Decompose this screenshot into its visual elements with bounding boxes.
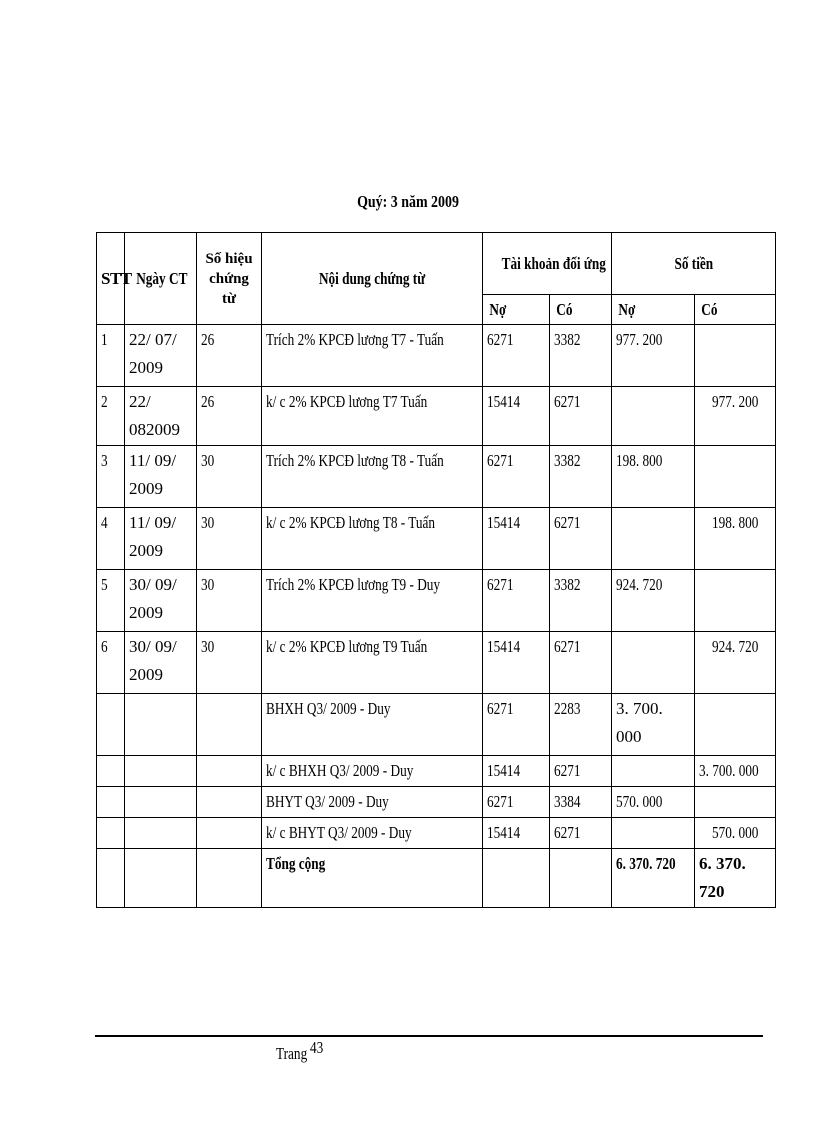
- cell-ngay: 11/ 09/ 2009: [125, 446, 197, 508]
- total-tien-no: 6. 370. 720: [612, 849, 695, 908]
- cell-tk-no: 15414: [483, 632, 550, 694]
- table-row: [97, 387, 776, 446]
- cell-so: 30: [197, 508, 262, 570]
- cell-tien-co: 570. 000: [695, 818, 776, 849]
- cell-tien-no: [612, 387, 695, 446]
- cell-tien-no: [612, 508, 695, 570]
- total-row: [97, 849, 776, 908]
- cell-tk-co: 3384: [550, 787, 612, 818]
- cell-tien-co: 3. 700. 000: [695, 756, 776, 787]
- cell-ngay: [125, 787, 197, 818]
- page-label: Trang: [276, 1044, 308, 1063]
- cell-stt: [97, 756, 125, 787]
- cell-ngay: [125, 694, 197, 756]
- cell-tk-co: 3382: [550, 446, 612, 508]
- cell-stt: 4: [97, 508, 125, 570]
- cell-tk-co: 3382: [550, 570, 612, 632]
- cell-tk-no: 6271: [483, 446, 550, 508]
- total-empty-cell: [550, 849, 612, 908]
- cell-noidung: Trích 2% KPCĐ lương T9 - Duy: [262, 570, 483, 632]
- cell-tk-no: 6271: [483, 325, 550, 387]
- cell-ngay: 22/ 082009: [125, 387, 197, 446]
- table-row: [97, 756, 776, 787]
- cell-tien-co: 924. 720: [695, 632, 776, 694]
- cell-tk-co: 6271: [550, 387, 612, 446]
- cell-so: 26: [197, 387, 262, 446]
- cell-noidung: k/ c BHYT Q3/ 2009 - Duy: [262, 818, 483, 849]
- cell-tk-no: 15414: [483, 818, 550, 849]
- table-row: [97, 508, 776, 570]
- ledger-table: [96, 232, 776, 908]
- cell-noidung: k/ c 2% KPCĐ lương T7 Tuấn: [262, 387, 483, 446]
- total-empty-cell: [197, 849, 262, 908]
- cell-stt: 1: [97, 325, 125, 387]
- cell-tien-co: 198. 800: [695, 508, 776, 570]
- cell-tk-co: 6271: [550, 756, 612, 787]
- footer-rule: [95, 1035, 763, 1037]
- header-tien-no: Nợ: [612, 295, 695, 325]
- cell-noidung: Trích 2% KPCĐ lương T8 - Tuấn: [262, 446, 483, 508]
- cell-tien-co: 977. 200: [695, 387, 776, 446]
- cell-tien-no: 3. 700. 000: [612, 694, 695, 756]
- cell-tk-no: 15414: [483, 387, 550, 446]
- cell-noidung: k/ c BHXH Q3/ 2009 - Duy: [262, 756, 483, 787]
- cell-tien-co: [695, 694, 776, 756]
- total-empty-cell: [125, 849, 197, 908]
- cell-ngay: 30/ 09/ 2009: [125, 632, 197, 694]
- cell-so: 30: [197, 570, 262, 632]
- total-empty-cell: [97, 849, 125, 908]
- cell-tk-no: 6271: [483, 787, 550, 818]
- header-so-tien: Số tiền: [612, 233, 776, 295]
- total-label: Tổng cộng: [262, 849, 483, 908]
- cell-so: [197, 818, 262, 849]
- cell-tien-no: [612, 632, 695, 694]
- cell-tien-co: [695, 570, 776, 632]
- cell-noidung: BHYT Q3/ 2009 - Duy: [262, 787, 483, 818]
- cell-noidung: k/ c 2% KPCĐ lương T8 - Tuấn: [262, 508, 483, 570]
- cell-tien-no: 977. 200: [612, 325, 695, 387]
- table-row: [97, 818, 776, 849]
- page-footer: [276, 1038, 327, 1064]
- header-noi-dung: Nội dung chứng từ: [262, 233, 483, 325]
- cell-noidung: Trích 2% KPCĐ lương T7 - Tuấn: [262, 325, 483, 387]
- cell-so: 30: [197, 446, 262, 508]
- table-row: [97, 632, 776, 694]
- header-tk-co: Có: [550, 295, 612, 325]
- ledger-body: [97, 325, 776, 908]
- cell-tien-no: 924. 720: [612, 570, 695, 632]
- cell-so: 26: [197, 325, 262, 387]
- cell-tk-no: 15414: [483, 508, 550, 570]
- cell-ngay: [125, 818, 197, 849]
- header-tk-no: Nợ: [483, 295, 550, 325]
- document-title: Quý: 3 năm 2009: [357, 192, 459, 211]
- table-row: [97, 446, 776, 508]
- cell-tk-co: 6271: [550, 632, 612, 694]
- cell-tk-co: 6271: [550, 818, 612, 849]
- cell-stt: 6: [97, 632, 125, 694]
- cell-ngay: 11/ 09/ 2009: [125, 508, 197, 570]
- cell-stt: 3: [97, 446, 125, 508]
- header-stt: STT: [97, 233, 125, 325]
- cell-so: [197, 756, 262, 787]
- cell-ngay: [125, 756, 197, 787]
- cell-tk-no: 6271: [483, 694, 550, 756]
- cell-tien-no: 198. 800: [612, 446, 695, 508]
- cell-tien-co: [695, 325, 776, 387]
- table-row: [97, 570, 776, 632]
- table-row: [97, 787, 776, 818]
- page-number: 43: [310, 1038, 324, 1057]
- cell-tien-co: [695, 787, 776, 818]
- cell-tien-no: 570. 000: [612, 787, 695, 818]
- total-tien-co: 6. 370. 720: [695, 849, 776, 908]
- cell-stt: [97, 818, 125, 849]
- total-empty-cell: [483, 849, 550, 908]
- cell-tk-no: 15414: [483, 756, 550, 787]
- cell-stt: 5: [97, 570, 125, 632]
- cell-so: [197, 694, 262, 756]
- cell-tien-no: [612, 818, 695, 849]
- header-ngay-ct: Ngày CT: [125, 233, 197, 325]
- cell-tk-co: 2283: [550, 694, 612, 756]
- cell-noidung: BHXH Q3/ 2009 - Duy: [262, 694, 483, 756]
- cell-stt: [97, 787, 125, 818]
- cell-ngay: 22/ 07/ 2009: [125, 325, 197, 387]
- cell-stt: [97, 694, 125, 756]
- cell-tk-no: 6271: [483, 570, 550, 632]
- cell-tk-co: 6271: [550, 508, 612, 570]
- header-tien-co: Có: [695, 295, 776, 325]
- cell-ngay: 30/ 09/ 2009: [125, 570, 197, 632]
- cell-so: 30: [197, 632, 262, 694]
- header-tai-khoan: Tài khoản đối ứng: [483, 233, 612, 295]
- cell-noidung: k/ c 2% KPCĐ lương T9 Tuấn: [262, 632, 483, 694]
- cell-tien-co: [695, 446, 776, 508]
- cell-tien-no: [612, 756, 695, 787]
- cell-tk-co: 3382: [550, 325, 612, 387]
- table-row: [97, 325, 776, 387]
- cell-so: [197, 787, 262, 818]
- cell-stt: 2: [97, 387, 125, 446]
- table-row: [97, 694, 776, 756]
- header-so-hieu: Số hiệu chứng từ: [197, 233, 262, 325]
